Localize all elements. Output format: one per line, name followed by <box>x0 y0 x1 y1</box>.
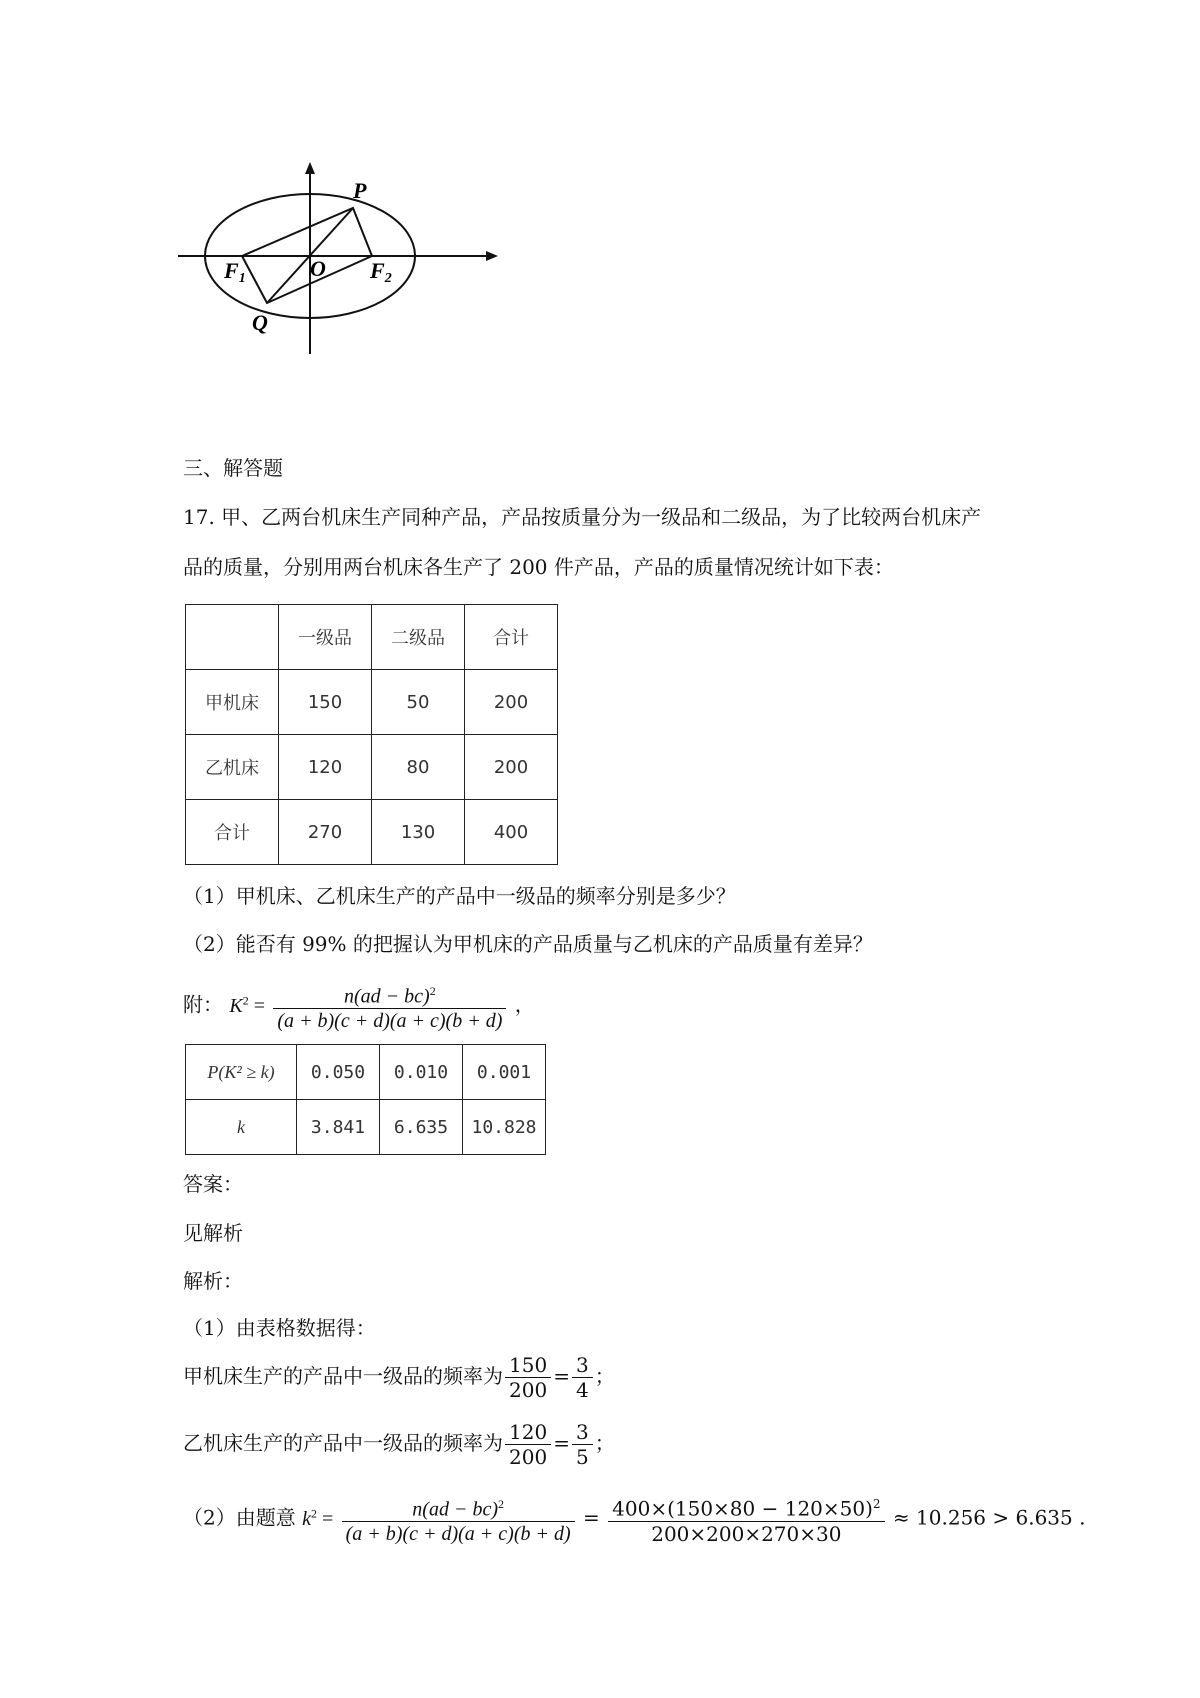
table-row <box>186 1100 546 1155</box>
table-cell: 10.828 <box>463 1100 546 1155</box>
table-row <box>186 735 558 800</box>
table-row <box>186 1045 546 1100</box>
ellipse-figure <box>170 160 510 360</box>
analysis-step-1: （1）由表格数据得： <box>183 1316 376 1340</box>
segment-f1-q-f2 <box>242 256 372 303</box>
label-p: P <box>353 178 367 203</box>
label-o: O <box>310 256 326 281</box>
table-cell: 0.050 <box>297 1045 380 1100</box>
table-cell: 乙机床 <box>186 735 279 800</box>
formula-fraction: $\frac{n(ad - bc)^2}{(a + b)(c + d)(a + c)(b + d)}$ <box>273 979 506 1034</box>
answer-label: 答案： <box>183 1172 243 1196</box>
analysis-jia: 甲机床生产的产品中一级品的频率为 $\frac{150}{200}$ = $\frac{3}{4}$ ； <box>183 1353 615 1402</box>
answer-text: 见解析 <box>183 1221 243 1245</box>
problem-line-2: 品的质量，分别用两台机床各生产了 200 件产品，产品的质量情况统计如下表： <box>183 555 894 579</box>
table-row <box>186 800 558 865</box>
table-cell: 270 <box>279 800 372 865</box>
table-cell <box>186 605 279 670</box>
segment-f1-p-f2 <box>242 208 372 256</box>
table-cell: 200 <box>465 735 558 800</box>
appendix-formula: 附： $K^2$ = $\frac{n(ad - bc)^2}{(a + b)(c + d)(a + c)(b + d)}$ ， <box>183 972 535 1034</box>
table-cell: 400 <box>465 800 558 865</box>
x-axis-arrow <box>486 251 498 261</box>
label-f1: F1 <box>224 258 246 286</box>
analysis-yi: 乙机床生产的产品中一级品的频率为 $\frac{120}{200}$ = $\frac{3}{5}$ ； <box>183 1420 615 1469</box>
table-cell: 80 <box>372 735 465 800</box>
problem-line-1: 17. 甲、乙两台机床生产同种产品，产品按质量分为一级品和二级品，为了比较两台机床产 <box>183 505 982 529</box>
table-row <box>186 670 558 735</box>
label-q: Q <box>252 310 268 335</box>
table-cell: 50 <box>372 670 465 735</box>
table-cell: 二级品 <box>372 605 465 670</box>
section-heading: 三、解答题 <box>183 456 283 480</box>
question-1: （1）甲机床、乙机床生产的产品中一级品的频率分别是多少？ <box>183 884 736 908</box>
formula-lhs: $K^2$ = <box>229 993 265 1017</box>
table-cell: k <box>186 1100 297 1155</box>
table-cell: 6.635 <box>380 1100 463 1155</box>
table-cell: 甲机床 <box>186 670 279 735</box>
table-cell: P(K² ≥ k) <box>186 1045 297 1100</box>
table-cell: 130 <box>372 800 465 865</box>
table-cell: 0.010 <box>380 1045 463 1100</box>
quality-table <box>185 604 558 865</box>
analysis-label: 解析： <box>183 1269 243 1293</box>
critical-value-table <box>185 1044 546 1155</box>
table-cell: 合计 <box>186 800 279 865</box>
table-cell: 0.001 <box>463 1045 546 1100</box>
table-cell: 150 <box>279 670 372 735</box>
table-header-row <box>186 605 558 670</box>
table-cell: 120 <box>279 735 372 800</box>
label-f2: F2 <box>370 258 392 286</box>
table-cell: 3.841 <box>297 1100 380 1155</box>
question-2: （2）能否有 99% 的把握认为甲机床的产品质量与乙机床的产品质量有差异？ <box>183 932 873 956</box>
table-cell: 合计 <box>465 605 558 670</box>
table-cell: 200 <box>465 670 558 735</box>
y-axis-arrow <box>305 162 315 174</box>
table-cell: 一级品 <box>279 605 372 670</box>
analysis-step-2: （2）由题意 $k^2$ = $\frac{n(ad - bc)^2}{(a + b)(c + d)(a + c)(b + d)}$ = $\frac{400\times(150\times 80 - 120\times 50)^2}{200\times 200\times 270\times 30}$ ≈ 10.256 > 6.635 . <box>183 1485 1085 1547</box>
appendix-prefix: 附： <box>183 992 223 1017</box>
